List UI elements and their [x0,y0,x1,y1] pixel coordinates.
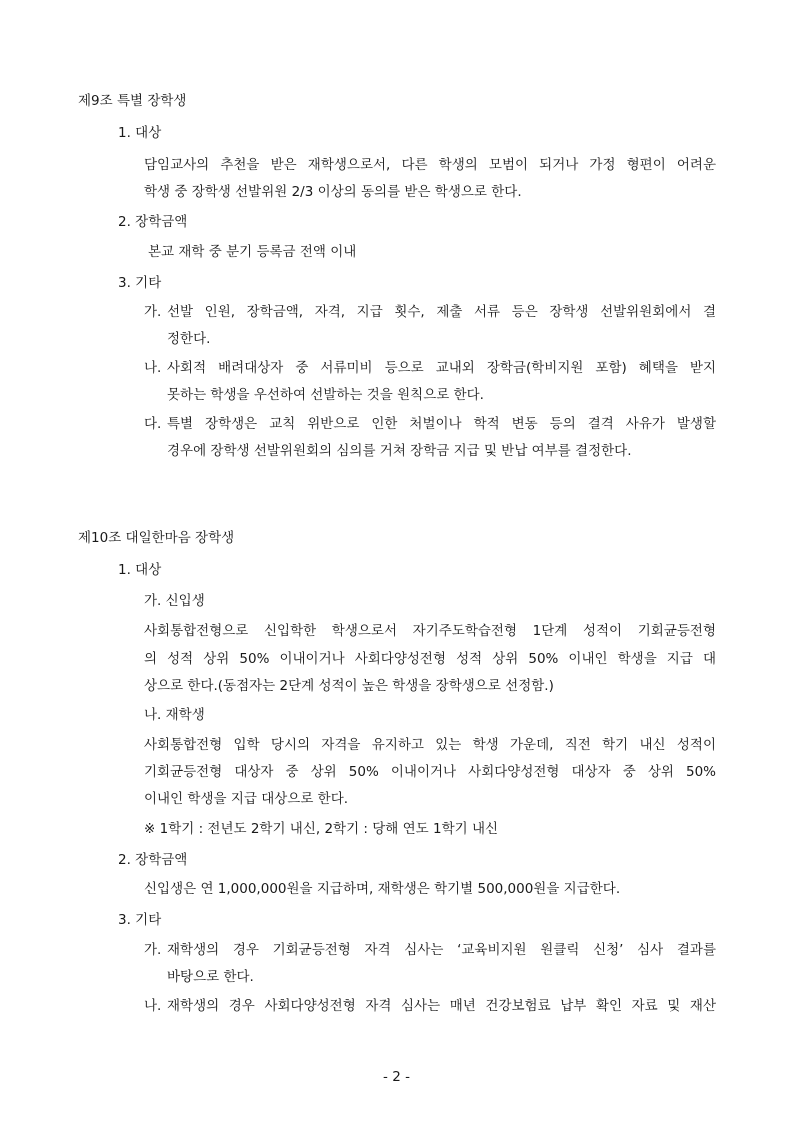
art10-sub-b-line-2: 기회균등전형 대상자 중 상위 50% 이내이거나 사회다양성전형 대상자 중 상위 50% [144,764,716,780]
art10-sub-a-line-3: 상으로 한다.(동점자는 2단계 성적이 높은 학생을 장학생으로 선정함.) [144,678,554,694]
art9-item-na-line-1: 사회적 배려대상자 중 서류미비 등으로 교내외 장학금(학비지원 포함) 혜택을 받지 [167,360,716,376]
art9-section-1-line-2: 학생 중 장학생 선발위원 2/3 이상의 동의를 받은 학생으로 한다. [144,184,522,200]
art10-sub-a-line-2: 의 성적 상위 50% 이내이거나 사회다양성전형 성적 상위 50% 이내인 학생을 지급 대 [144,651,716,667]
art10-sub-b-line-1: 사회통합전형 입학 당시의 자격을 유지하고 있는 학생 가운데, 직전 학기 내신 성적이 [144,737,716,753]
art10-section-1-heading: 1. 대상 [118,562,162,578]
art9-item-na-marker: 나. [144,360,162,376]
article-9-title: 제9조 특별 장학생 [78,93,187,109]
art10-item-ga-line-2: 바탕으로 한다. [167,969,254,985]
art9-item-da-marker: 다. [144,416,162,432]
art10-sub-a-label: 가. 신입생 [144,593,205,609]
art10-sub-a-line-1: 사회통합전형으로 신입학한 학생으로서 자기주도학습전형 1단계 성적이 기회균등전형 [144,623,716,639]
art10-sub-b-note: ※ 1학기 : 전년도 2학기 내신, 2학기 : 당해 연도 1학기 내신 [144,821,499,837]
art10-item-na-line-1: 재학생의 경우 사회다양성전형 자격 심사는 매년 건강보험료 납부 확인 자료 및 재산 [167,998,716,1014]
art9-section-1-heading: 1. 대상 [118,125,162,141]
art10-sub-b-line-3: 이내인 학생을 지급 대상으로 한다. [144,791,349,807]
art9-item-da-line-1: 특별 장학생은 교칙 위반으로 인한 처벌이나 학적 변동 등의 결격 사유가 발생할 [167,416,716,432]
art9-item-ga-line-2: 정한다. [167,331,211,347]
art10-item-ga-marker: 가. [144,942,162,958]
art9-item-na-line-2: 못하는 학생을 우선하여 선발하는 것을 원칙으로 한다. [167,387,484,403]
article-10-title: 제10조 대일한마음 장학생 [78,530,235,546]
art10-section-2-heading: 2. 장학금액 [118,852,188,868]
art9-item-ga-marker: 가. [144,304,162,320]
page-number: - 2 - [383,1069,410,1085]
art9-section-2-heading: 2. 장학금액 [118,214,188,230]
art9-item-da-line-2: 경우에 장학생 선발위원회의 심의를 거쳐 장학금 지급 및 반납 여부를 결정한다. [167,443,632,459]
art10-section-3-heading: 3. 기타 [118,912,162,928]
art10-item-ga-line-1: 재학생의 경우 기회균등전형 자격 심사는 ‘교육비지원 원클릭 신청’ 심사 결과를 [167,942,716,958]
art10-item-na-marker: 나. [144,998,162,1014]
art10-section-2-text: 신입생은 연 1,000,000원을 지급하며, 재학생은 학기별 500,000원을 지급한다. [144,881,621,897]
art9-section-1-line-1: 담임교사의 추천을 받은 재학생으로서, 다른 학생의 모범이 되거나 가정 형편이 어려운 [144,157,716,173]
art10-sub-b-label: 나. 재학생 [144,707,205,723]
art9-section-2-text: 본교 재학 중 분기 등록금 전액 이내 [148,244,357,260]
art9-section-3-heading: 3. 기타 [118,275,162,291]
art9-item-ga-line-1: 선발 인원, 장학금액, 자격, 지급 횟수, 제출 서류 등은 장학생 선발위원회에서 결 [167,304,716,320]
